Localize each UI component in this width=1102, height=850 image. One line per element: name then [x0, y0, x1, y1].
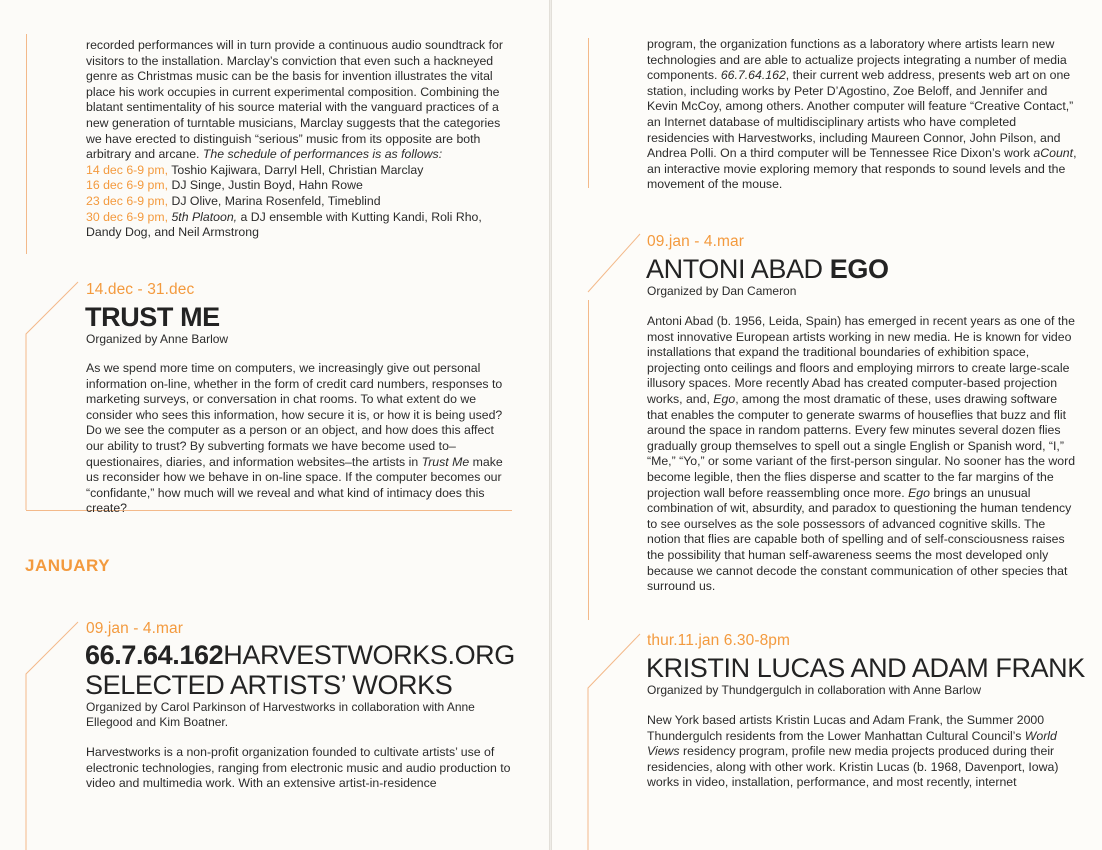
trust-me-body-italic: Trust Me [421, 454, 470, 469]
trust-me-date: 14.dec - 31.dec [86, 281, 195, 298]
continued-italic: aCount [1033, 146, 1074, 161]
schedule-date: 16 dec 6-9 pm, [86, 178, 169, 193]
ego-body-italic: Ego [908, 485, 930, 500]
marclay-continued-text [86, 38, 516, 241]
harvestworks-date: 09.jan - 4.mar [86, 620, 184, 637]
schedule-artists: Toshio Kajiwara, Darryl Hell, Christian Marclay [171, 162, 424, 177]
trust-me-body-part: make us reconsider how we behave in on-line space. If the computer becomes our “confidante,” how much will we reveal and what kind of intimacy does this create? [86, 454, 503, 516]
continued-part: program, the organization functions as a laboratory where artists learn new technologies and are able to actualize projects integrating a number of media components. [647, 37, 1067, 83]
schedule-date: 23 dec 6-9 pm, [86, 193, 169, 208]
trust-me-body [86, 361, 514, 517]
ego-organizer: Organized by Dan Cameron [647, 284, 797, 298]
trust-me-body-part: As we spend more time on computers, we increasingly give out personal information on-line, whether in the form of credit card numbers, responses to marketing surveys, or conversation in chat rooms. To what extent do we consider who sees this information, how secure it is, or how it is being used? Do we see the computer as a person or an object, and how does this affect our ability to trust? By subverting formats we have become used to–questionaires, diaries, and information websites–the artists in [86, 361, 503, 469]
lucas-title-text: KRISTIN LUCAS AND ADAM FRANK [646, 653, 1085, 683]
left-frame-line-top [26, 34, 27, 254]
lucas-body [647, 713, 1079, 791]
trust-me-organizer: Organized by Anne Barlow [86, 332, 229, 346]
ego-body-part: , among the most dramatic of these, uses drawing software that enables the computer to generate swarms of houseflies that buzz and flit around the space in random patterns. Every few minutes several dozen flies gradually group themselves to spell out a single English or Spanish word, “I,” “Me,” “Yo,” or some variant of the first-person singular. No sooner has the word become legible, then the flies disperse and scatter to the far margins of the projection wall before reassembling once more. [647, 391, 1076, 500]
right-page [552, 0, 1102, 850]
schedule-artists-continued: Dandy Dog, and Neil Armstrong [86, 225, 259, 240]
ego-body-part: Antoni Abad (b. 1956, Leida, Spain) has emerged in recent years as one of the most innovative European artists working in new media. He is known for video installations that expand the traditional boundaries of exhibition space, projecting onto ceilings and floors and employing mirrors to create large-scale illusory spaces. More recently Abad has created computer-based projection works, and, [647, 314, 1075, 406]
lucas-date: thur.11.jan 6.30-8pm [647, 632, 791, 649]
trust-me-title [85, 302, 220, 332]
right-frame-line-top [588, 38, 589, 188]
continued-italic: 66.7.64.162 [720, 68, 786, 83]
trust-me-title-text: TRUST ME [85, 302, 220, 332]
ego-date: 09.jan - 4.mar [647, 233, 745, 250]
schedule-artists: DJ Olive, Marina Rosenfeld, Timeblind [171, 193, 381, 208]
continued-part: , an interactive movie exploring memory that responds to sound levels and the movement of the mouse. [647, 146, 1077, 192]
ego-frame-line [588, 300, 589, 620]
schedule-artists: a DJ ensemble with Kutting Kandi, Roli Rho, [237, 209, 482, 224]
schedule-row [86, 194, 516, 210]
ego-body [647, 314, 1079, 595]
harvestworks-title-bold: 66.7.64.162 [85, 640, 224, 670]
lucas-body-part: New York based artists Kristin Lucas and Adam Frank, the Summer 2000 Thundergulch residents from the Lower Manhattan Cultural Council’s [647, 713, 1045, 743]
schedule-intro: The schedule of performances is as follows: [202, 147, 443, 162]
ego-title-light: ANTONI ABAD [646, 254, 823, 284]
schedule-row [86, 178, 516, 194]
lucas-body-italic: World Views [647, 728, 1057, 759]
lucas-frame-deco [586, 632, 646, 850]
harvestworks-frame-deco [24, 620, 84, 850]
harvestworks-title-light: HARVESTWORKS.ORG [223, 640, 515, 670]
harvestworks-organizer: Organized by Carol Parkinson of Harvestworks in collaboration with Anne Ellegood and Kim Boatner. [86, 700, 475, 729]
harvestworks-title [85, 640, 515, 670]
harvestworks-body: Harvestworks is a non-profit organization founded to cultivate artists’ use of electronic technologies, ranging from electronic music and audio production to video and multimedia work. With an extensive artist-in-residence [86, 745, 511, 791]
harvestworks-title-line2 [85, 670, 452, 700]
schedule-row [86, 210, 516, 226]
schedule-row [86, 163, 516, 179]
ego-body-italic: Ego [713, 391, 736, 406]
lucas-body-part: residency program, profile new media projects produced during their residencies, along with other work. Kristin Lucas (b. 1968, Davenport, Iowa) works in video, installation, performance, and most recently, internet [647, 744, 1059, 790]
schedule-date: 30 dec 6-9 pm, [86, 209, 169, 224]
intro-paragraph: recorded performances will in turn provide a continuous audio soundtrack for visitors to the installation. Marclay’s conviction that even such a hackneyed genre as Christmas music can be the basis for invention illustrates the vital place his work occupies in current experimental composition. Combining the blatant sentimentality of his source material with the vanguard practices of a new generation of turntable musicians, Marclay suggests that the categories we have erected to distinguish “serious” music from its opposite are both arbitrary and arcane. [86, 38, 503, 162]
ego-title [646, 254, 889, 284]
ego-body-part: brings an unusual combination of wit, absurdity, and paradox to questioning the human tendency to see ourselves as the sole possessors of advanced cognitive skills. The notion that flies are capable both of spelling and of self-consciousness raises the possibility that human self-awareness seems the most developed only because we cannot decode the constant communication of other species that surround us. [647, 485, 1072, 594]
left-page [0, 0, 550, 850]
continued-part: , their current web address, presents web art on one station, including works by Peter D’Agostino, Zoe Beloff, and Jennifer and Kevin McCoy, among others. Another computer will feature “Creative Contact,” an Internet database of multidisciplinary artists who have completed residencies with Harvestworks, including Maureen Connor, John Pilson, and Andrea Polli. On a third computer will be Tennessee Rice Dixon’s work [647, 68, 1074, 161]
schedule-artists-italic: 5th Platoon, [171, 209, 238, 224]
month-heading: JANUARY [25, 556, 111, 575]
trust-me-frame-deco [24, 280, 84, 520]
lucas-title [646, 653, 1085, 683]
schedule-date: 14 dec 6-9 pm, [86, 162, 169, 177]
harvestworks-continued-text [647, 37, 1077, 193]
ego-title-bold: EGO [829, 254, 889, 284]
harvestworks-title-line2-text: SELECTED ARTISTS’ WORKS [85, 670, 453, 700]
schedule-artists: DJ Singe, Justin Boyd, Hahn Rowe [171, 178, 363, 193]
ego-frame-deco [586, 232, 646, 332]
lucas-organizer: Organized by Thundgergulch in collaboration with Anne Barlow [647, 683, 981, 697]
